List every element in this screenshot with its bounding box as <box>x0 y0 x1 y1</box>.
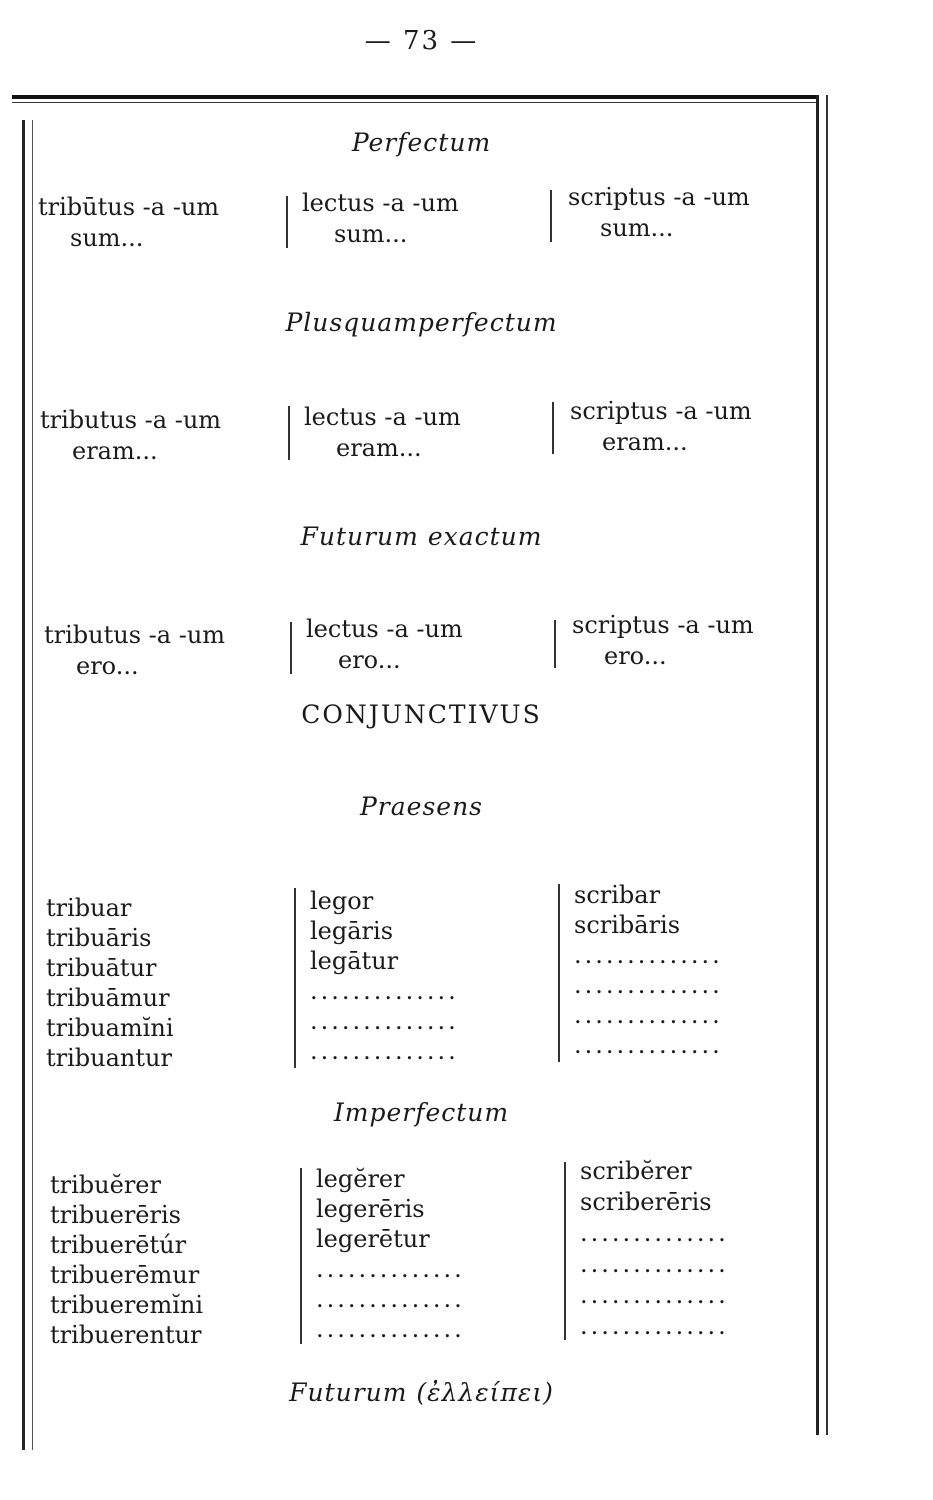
column-divider <box>290 622 292 674</box>
form-line: tribūtus -a -um <box>38 193 220 221</box>
right-frame-line-outer <box>826 95 828 1435</box>
form-line: tribuantur <box>46 1044 172 1072</box>
form-line: tribueremĭni <box>50 1291 204 1319</box>
top-rule <box>12 95 818 99</box>
heading-plusquamperfectum: Plusquamperfectum <box>285 308 558 337</box>
plusquamperfectum-col-2 <box>304 402 461 464</box>
form-line: scribar <box>574 881 661 909</box>
form-line: tribuāris <box>46 924 152 952</box>
dotted-line: .............. <box>316 1315 465 1343</box>
heading-perfectum: Perfectum <box>351 128 492 157</box>
perfectum-col-2 <box>302 188 459 250</box>
form-line: tribuāmur <box>46 984 170 1012</box>
form-line: sum... <box>334 220 408 248</box>
form-line: sum... <box>70 224 144 252</box>
dotted-line: .............. <box>580 1312 729 1340</box>
form-line: tribuamĭni <box>46 1014 174 1042</box>
heading-praesens: Praesens <box>359 792 484 821</box>
form-line: legor <box>310 887 374 915</box>
form-line: tribuar <box>46 894 132 922</box>
form-line: ero... <box>76 652 139 680</box>
form-line: scriberēris <box>580 1188 712 1216</box>
page-number: — 73 — <box>364 26 479 56</box>
imperfectum-col-2 <box>316 1164 465 1344</box>
column-divider <box>550 190 552 242</box>
form-line: tributus -a -um <box>44 621 226 649</box>
form-line: legātur <box>310 947 399 975</box>
form-line: sum... <box>600 214 674 242</box>
form-line: lectus -a -um <box>302 189 459 217</box>
form-line: lectus -a -um <box>306 615 463 643</box>
form-line: tribuerēmur <box>50 1261 200 1289</box>
dotted-line: .............. <box>310 977 459 1005</box>
form-line: scribāris <box>574 911 681 939</box>
futurum-exactum-col-1 <box>44 620 225 682</box>
form-line: scriptus -a -um <box>568 183 750 211</box>
column-divider <box>554 620 556 668</box>
form-line: scribĕrer <box>580 1157 692 1185</box>
mood-heading: CONJUNCTIVUS <box>301 700 542 729</box>
praesens-col-3 <box>574 880 723 1060</box>
column-divider <box>300 1168 302 1344</box>
form-line: eram... <box>336 434 422 462</box>
dotted-line: .............. <box>316 1255 465 1283</box>
form-line: legerētur <box>316 1225 430 1253</box>
right-frame-line <box>816 95 819 1435</box>
plusquamperfectum-col-3 <box>570 396 752 458</box>
form-line: ero... <box>338 646 401 674</box>
column-divider <box>564 1162 566 1340</box>
dotted-line: .............. <box>574 971 723 999</box>
perfectum-col-1 <box>38 192 219 254</box>
form-line: tribuātur <box>46 954 157 982</box>
form-line: tribuerētúr <box>50 1231 187 1259</box>
dotted-line: .............. <box>310 1007 459 1035</box>
form-line: tribuerēris <box>50 1201 181 1229</box>
form-line: lectus -a -um <box>304 403 461 431</box>
dotted-line: .............. <box>580 1219 729 1247</box>
form-line: tribuerentur <box>50 1321 202 1349</box>
dotted-line: .............. <box>574 941 723 969</box>
column-divider <box>558 884 560 1062</box>
form-line: tribuĕrer <box>50 1171 161 1199</box>
praesens-col-1 <box>46 893 174 1073</box>
form-line: legāris <box>310 917 394 945</box>
form-line: ero... <box>604 642 667 670</box>
form-line: legerēris <box>316 1195 425 1223</box>
form-line: scriptus -a -um <box>570 397 752 425</box>
column-divider <box>288 406 290 460</box>
form-line: scriptus -a -um <box>572 611 754 639</box>
dotted-line: .............. <box>574 1001 723 1029</box>
dotted-line: .............. <box>580 1281 729 1309</box>
dotted-line: .............. <box>574 1031 723 1059</box>
perfectum-col-3 <box>568 182 750 244</box>
futurum-exactum-col-3 <box>572 610 754 672</box>
column-divider <box>552 402 554 454</box>
heading-futurum-exactum: Futurum exactum <box>300 522 543 551</box>
form-line: eram... <box>602 428 688 456</box>
heading-futurum: Futurum (ἐλλείπει) <box>289 1378 554 1407</box>
form-line: legĕrer <box>316 1165 405 1193</box>
column-divider <box>286 196 288 248</box>
top-rule-thin <box>12 102 818 103</box>
imperfectum-col-1 <box>50 1170 203 1350</box>
form-line: eram... <box>72 437 158 465</box>
heading-imperfectum: Imperfectum <box>333 1098 510 1127</box>
praesens-col-2 <box>310 886 459 1066</box>
plusquamperfectum-col-1 <box>40 405 221 467</box>
imperfectum-col-3 <box>580 1156 729 1342</box>
column-divider <box>294 888 296 1068</box>
dotted-line: .............. <box>310 1037 459 1065</box>
futurum-exactum-col-2 <box>306 614 463 676</box>
form-line: tributus -a -um <box>40 406 222 434</box>
dotted-line: .............. <box>316 1285 465 1313</box>
dotted-line: .............. <box>580 1250 729 1278</box>
